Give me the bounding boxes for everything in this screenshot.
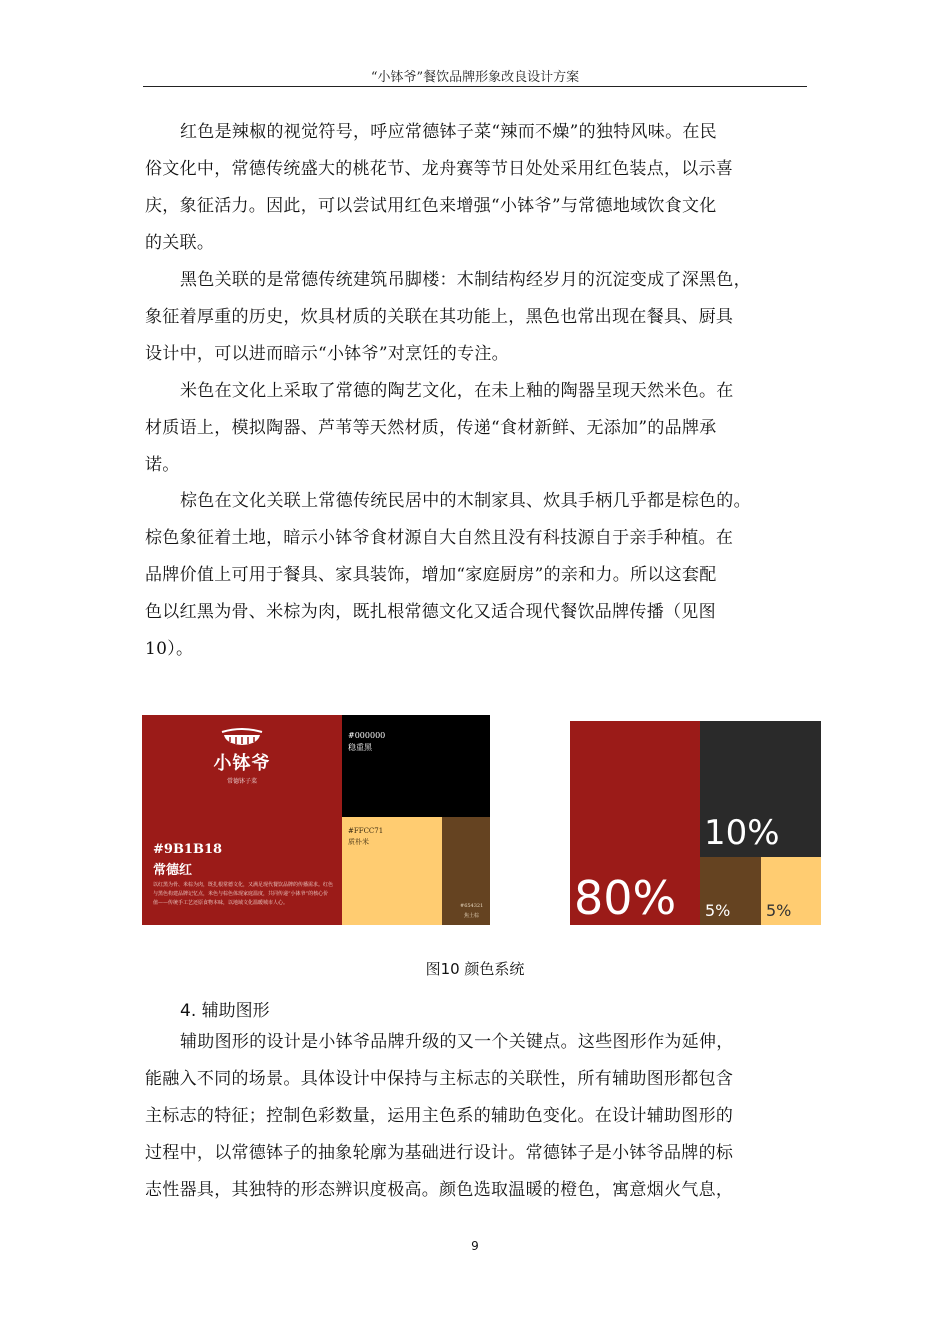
paragraph-cream [145, 373, 809, 484]
text-line: 黑色关联的是常德传统建筑吊脚楼：木制结构经岁月的沉淀变成了深黑色， [180, 270, 751, 290]
cream-name-label: 质朴米 [348, 838, 369, 846]
text-line: 过程中，以常德钵子的抽象轮廓为基础进行设计。常德钵子是小钵爷品牌的标 [145, 1143, 734, 1163]
running-header: “小钵爷”餐饮品牌形象改良设计方案 [370, 70, 580, 85]
brown-hex-label: #654321 [460, 903, 484, 909]
header-rule [143, 86, 807, 87]
text-line: 主标志的特征；控制色彩数量，运用主色系的辅助色变化。在设计辅助图形的 [145, 1106, 734, 1126]
text-line: 俗文化中，常德传统盛大的桃花节、龙舟赛等节日处处采用红色装点，以示喜 [145, 159, 734, 179]
text-line: 志性器具，其独特的形态辨识度极高。颜色选取温暖的橙色，寓意烟火气息， [145, 1180, 734, 1200]
text-line: 红色是辣椒的视觉符号，呼应常德钵子菜“辣而不燥”的独特风味。在民 [180, 122, 717, 142]
page-number: 9 [471, 1239, 479, 1253]
black-name-label: 稳重黑 [348, 743, 372, 752]
paragraph-auxiliary-graphics [145, 1024, 809, 1209]
ratio-label-black: 10% [704, 813, 780, 853]
text-line: 10）。 [145, 639, 194, 659]
ratio-label-cream: 5% [766, 901, 792, 920]
paragraph-brown [145, 483, 809, 668]
text-line: 米色在文化上采取了常德的陶艺文化，在未上釉的陶器呈现天然米色。在 [180, 381, 734, 401]
text-line: 的关联。 [145, 233, 215, 253]
paragraph-red [145, 114, 809, 262]
text-line: 能融入不同的场景。具体设计中保持与主标志的关联性，所有辅助图形都包含 [145, 1069, 734, 1089]
paragraph-black [145, 262, 809, 373]
text-line: 象征着厚重的历史，炊具材质的关联在其功能上，黑色也常出现在餐具、厨具 [145, 307, 734, 327]
text-line: 材质语上，模拟陶器、芦苇等天然材质，传递“食材新鲜、无添加”的品牌承 [145, 418, 717, 438]
ratio-label-red: 80% [574, 871, 677, 925]
brand-logo [142, 727, 342, 785]
text-line: 棕色象征着土地，暗示小钵爷食材源自大自然且没有科技源自于亲手种植。在 [145, 528, 734, 548]
red-description: 以红黑为骨、米棕为肉，既扎根常德文化，又满足现代餐饮品牌的传播需求。红色与黑色构建品牌记忆点，米色与棕色体现家庭温度，共同传递“小钵爷”的核心价值——传统手工艺还原食物本味，以地域文化温暖城市人心。 [153, 882, 334, 906]
text-line: 诺。 [145, 455, 180, 475]
black-hex-label: #000000 [348, 731, 386, 740]
red-hex-label: #9B1B18 [153, 842, 223, 857]
text-line: 品牌价值上可用于餐具、家具装饰，增加“家庭厨房”的亲和力。所以这套配 [145, 565, 717, 585]
cream-hex-label: #FFCC71 [348, 827, 384, 835]
logo-name: 小钵爷 [213, 753, 271, 774]
bowl-icon [220, 727, 264, 747]
section-heading: 4. 辅助图形 [180, 1001, 270, 1021]
logo-subtitle: 常德钵子菜 [226, 778, 257, 785]
brown-name-label: 焦土棕 [464, 913, 480, 919]
ratio-label-brown: 5% [705, 901, 731, 920]
text-line: 庆，象征活力。因此，可以尝试用红色来增强“小钵爷”与常德地域饮食文化 [145, 196, 717, 216]
color-ratio-treemap [570, 721, 821, 925]
color-swatch-card [142, 715, 490, 925]
figure-caption: 图10 颜色系统 [425, 960, 525, 978]
text-line: 辅助图形的设计是小钵爷品牌升级的又一个关键点。这些图形作为延伸， [180, 1032, 734, 1052]
text-line: 设计中，可以进而暗示“小钵爷”对烹饪的专注。 [145, 344, 509, 364]
text-line: 色以红黑为骨、米棕为肉，既扎根常德文化又适合现代餐饮品牌传播（见图 [145, 602, 716, 622]
text-line: 棕色在文化关联上常德传统民居中的木制家具、炊具手柄几乎都是棕色的。 [180, 491, 751, 511]
red-name-label: 常德红 [153, 863, 193, 878]
